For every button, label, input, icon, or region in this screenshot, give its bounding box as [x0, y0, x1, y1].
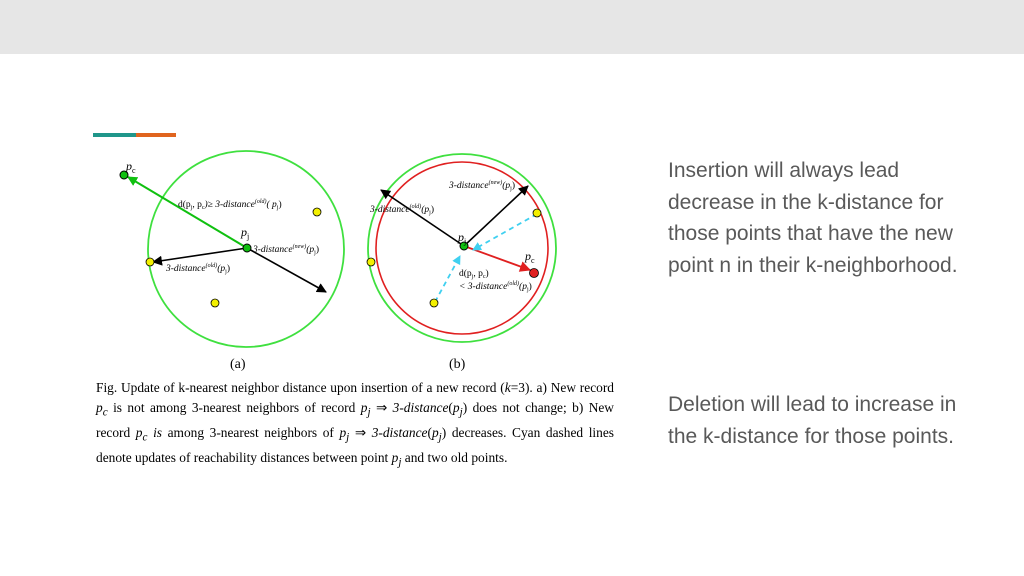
panel-a-yellow-point	[313, 208, 321, 216]
panel-a-label-pj: $p_j$	[241, 225, 250, 241]
panel-b-point-pc	[530, 269, 539, 278]
accent-bar-teal	[93, 133, 136, 137]
panel-b-label-d: $d(p_j$, $p_c$)	[459, 269, 489, 280]
panel-b	[367, 154, 556, 372]
panel-a-arrow-old	[153, 248, 247, 262]
panel-b-label-pc: $p_c$	[525, 249, 535, 265]
panel-a-label-d: $d(p_j$, $p_c)\ge$ 3-distance$^{(old)}$( $p_j$)	[178, 199, 282, 211]
panel-b-label-3dist-old: $3-distance^{(old)}(p_j)$	[370, 204, 435, 216]
panel-a-label-pc: $p_c$	[126, 159, 136, 175]
panel-b-arrow-old	[381, 190, 467, 246]
deletion-paragraph: Deletion will lead to increase in the k-distance for those points.	[668, 393, 957, 448]
panel-a-sublabel: (a)	[230, 357, 246, 372]
panel-b-label-3dist-new: $3-distance^{(new)}(p_j)$	[449, 180, 516, 192]
panel-b-yellow-point	[367, 258, 375, 266]
panel-b-label-lt-3dist: < $3-distance^{(old)}(p_j)$	[459, 281, 532, 293]
panel-b-yellow-point	[533, 209, 541, 217]
figure-caption	[96, 378, 614, 473]
panel-a	[120, 151, 344, 372]
panel-a-label-3dist-new: $3-distance^{(new)}(p_j)$	[253, 244, 320, 256]
panel-b-label-pj: $p_j$	[458, 230, 467, 246]
panel-a-yellow-point	[211, 299, 219, 307]
panel-b-cyan-dashed-lower	[435, 256, 460, 302]
panel-b-sublabel: (b)	[449, 357, 466, 372]
insertion-paragraph: Insertion will always lead decrease in the k-distance for those points that have the new point n in their k-neighborhood.	[668, 159, 958, 277]
panel-a-point-pj	[243, 244, 251, 252]
panel-b-cyan-dashed-upper	[473, 214, 537, 250]
panel-a-label-3dist-old: $3-distance^{(old)}(p_j)$	[166, 263, 231, 275]
panel-a-arrow-to-pc	[128, 177, 250, 248]
top-bar	[0, 0, 1024, 54]
panel-a-yellow-point	[146, 258, 154, 266]
figure-caption-text: Fig. Update of k-nearest neighbor distance upon insertion of a new record (k=3). a) New record $p_c$ is not among 3-nearest neighbors of record $p_j$ ⇒ $3-distance(p_j)$ does not change; b) New record $p_c$ is among 3-nearest neighbors of $p_j$ ⇒ $3-distance(p_j)$ decreases. Cyan dashed lines denote updates of reachability distances between point $p_j$ and two old points.	[96, 380, 615, 469]
accent-bar-orange	[136, 133, 176, 137]
panel-b-yellow-point	[430, 299, 438, 307]
